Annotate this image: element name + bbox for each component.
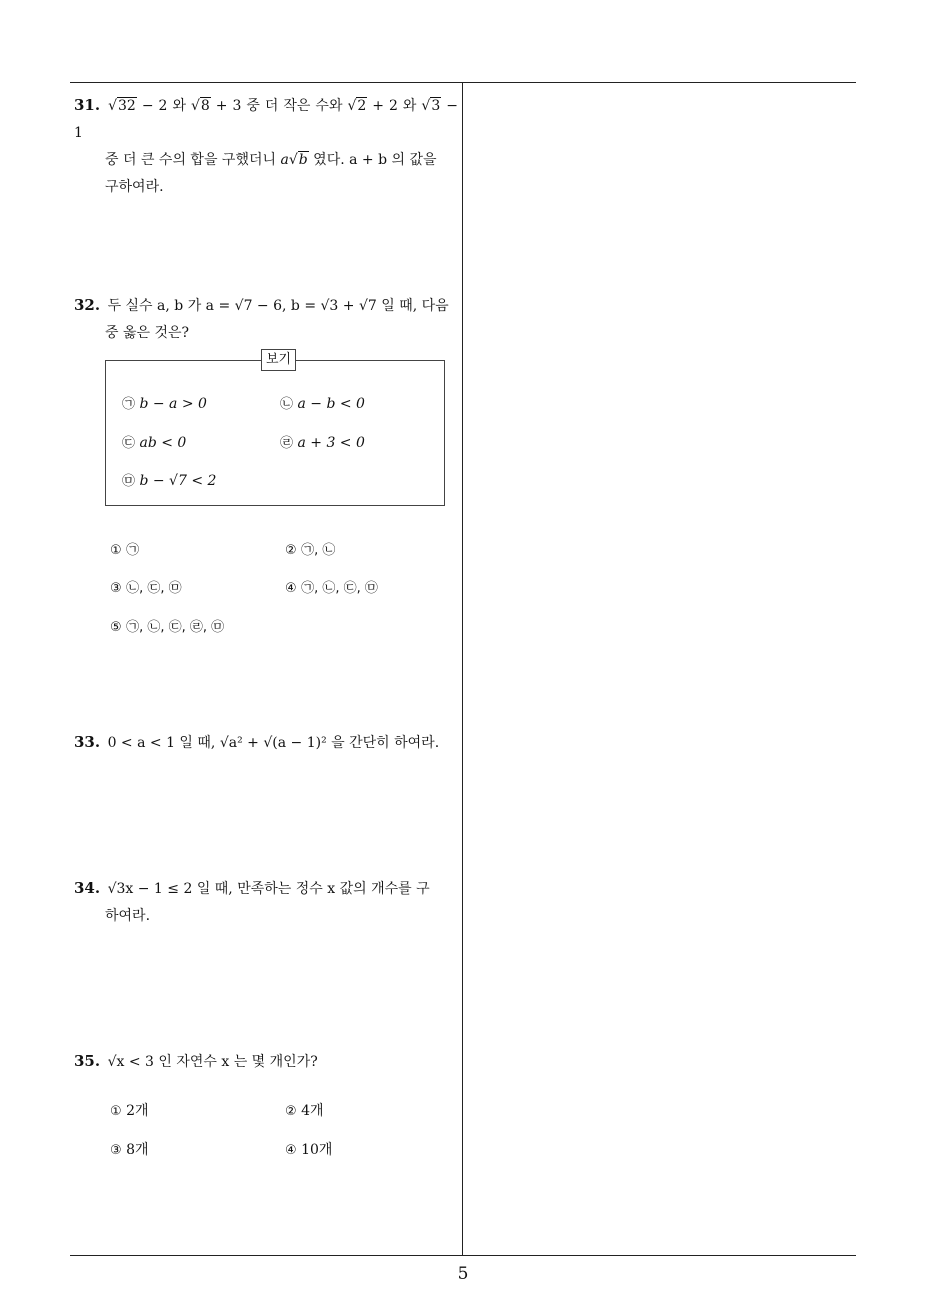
q35-choice-1[interactable]: ① 2개 — [110, 1103, 149, 1119]
question-35-number: 35. — [74, 1052, 101, 1070]
page-number: 5 — [457, 1264, 469, 1284]
bogi-item-4: ㉣ a + 3 < 0 — [280, 435, 365, 451]
q32-choice-2[interactable]: ② ㉠, ㉡ — [285, 543, 336, 558]
q32-choice-5[interactable]: ⑤ ㉠, ㉡, ㉢, ㉣, ㉤ — [110, 620, 225, 635]
column-divider — [462, 83, 463, 1255]
q31-line2: 중 더 큰 수의 합을 구했더니 a√b 였다. a + b 의 값을 — [105, 152, 437, 168]
q31-and-2: 와 — [402, 98, 417, 114]
q34-line1: √3x − 1 ≤ 2 일 때, 만족하는 정수 x 값의 개수를 구 — [107, 881, 430, 897]
bogi-item-1: ㉠ b − a > 0 — [122, 396, 207, 412]
q35-choice-4[interactable]: ④ 10개 — [285, 1142, 333, 1158]
sqrt-32: √32 — [108, 98, 136, 114]
question-34 — [74, 875, 458, 930]
question-35 — [74, 1048, 458, 1076]
bogi-title: 보기 — [261, 349, 296, 371]
question-33 — [74, 729, 458, 757]
q35-text: √x < 3 인 자연수 x 는 몇 개인가? — [107, 1054, 318, 1070]
sqrt-2: √2 — [347, 98, 367, 114]
q35-choice-2[interactable]: ② 4개 — [285, 1103, 324, 1119]
q32-choice-4[interactable]: ④ ㉠, ㉡, ㉢, ㉤ — [285, 581, 378, 596]
bogi-item-3: ㉢ ab < 0 — [122, 435, 187, 451]
q32-choice-1[interactable]: ① ㉠ — [110, 543, 140, 558]
q31-line1-tail: 중 더 작은 수와 — [246, 98, 343, 114]
question-31 — [74, 92, 458, 201]
bogi-item-2: ㉡ a − b < 0 — [280, 396, 365, 412]
question-33-number: 33. — [74, 733, 101, 751]
question-34-number: 34. — [74, 879, 101, 897]
sqrt-8: √8 — [190, 98, 210, 114]
bogi-box — [105, 352, 445, 506]
q31-and-1: 와 — [172, 98, 186, 114]
question-32 — [74, 292, 458, 347]
question-31-number: 31. — [74, 96, 101, 114]
q32-line2: 중 옳은 것은? — [105, 325, 190, 341]
q35-choice-3[interactable]: ③ 8개 — [110, 1142, 149, 1158]
q32-line1: 두 실수 a, b 가 a = √7 − 6, b = √3 + √7 일 때, 다음 — [107, 298, 449, 314]
q33-text: 0 < a < 1 일 때, √a² + √(a − 1)² 을 간단히 하여라. — [107, 735, 440, 751]
q31-line3: 구하여라. — [105, 179, 164, 195]
bogi-item-5: ㉤ b − √7 < 2 — [122, 473, 217, 489]
question-32-number: 32. — [74, 296, 101, 314]
question-31-text: 31. √32 − 2 와 √8 + 3 중 더 작은 수와 √2 + 2 와 √3 − 1 중 더 큰 수의 합을 구했더니 a√b 였다. a + b 의 값을 구하여라. — [74, 92, 458, 201]
q32-choice-3[interactable]: ③ ㉡, ㉢, ㉤ — [110, 581, 182, 596]
q34-line2: 하여라. — [105, 908, 151, 924]
bottom-rule — [70, 1255, 856, 1256]
sqrt-3: √3 — [421, 98, 441, 114]
